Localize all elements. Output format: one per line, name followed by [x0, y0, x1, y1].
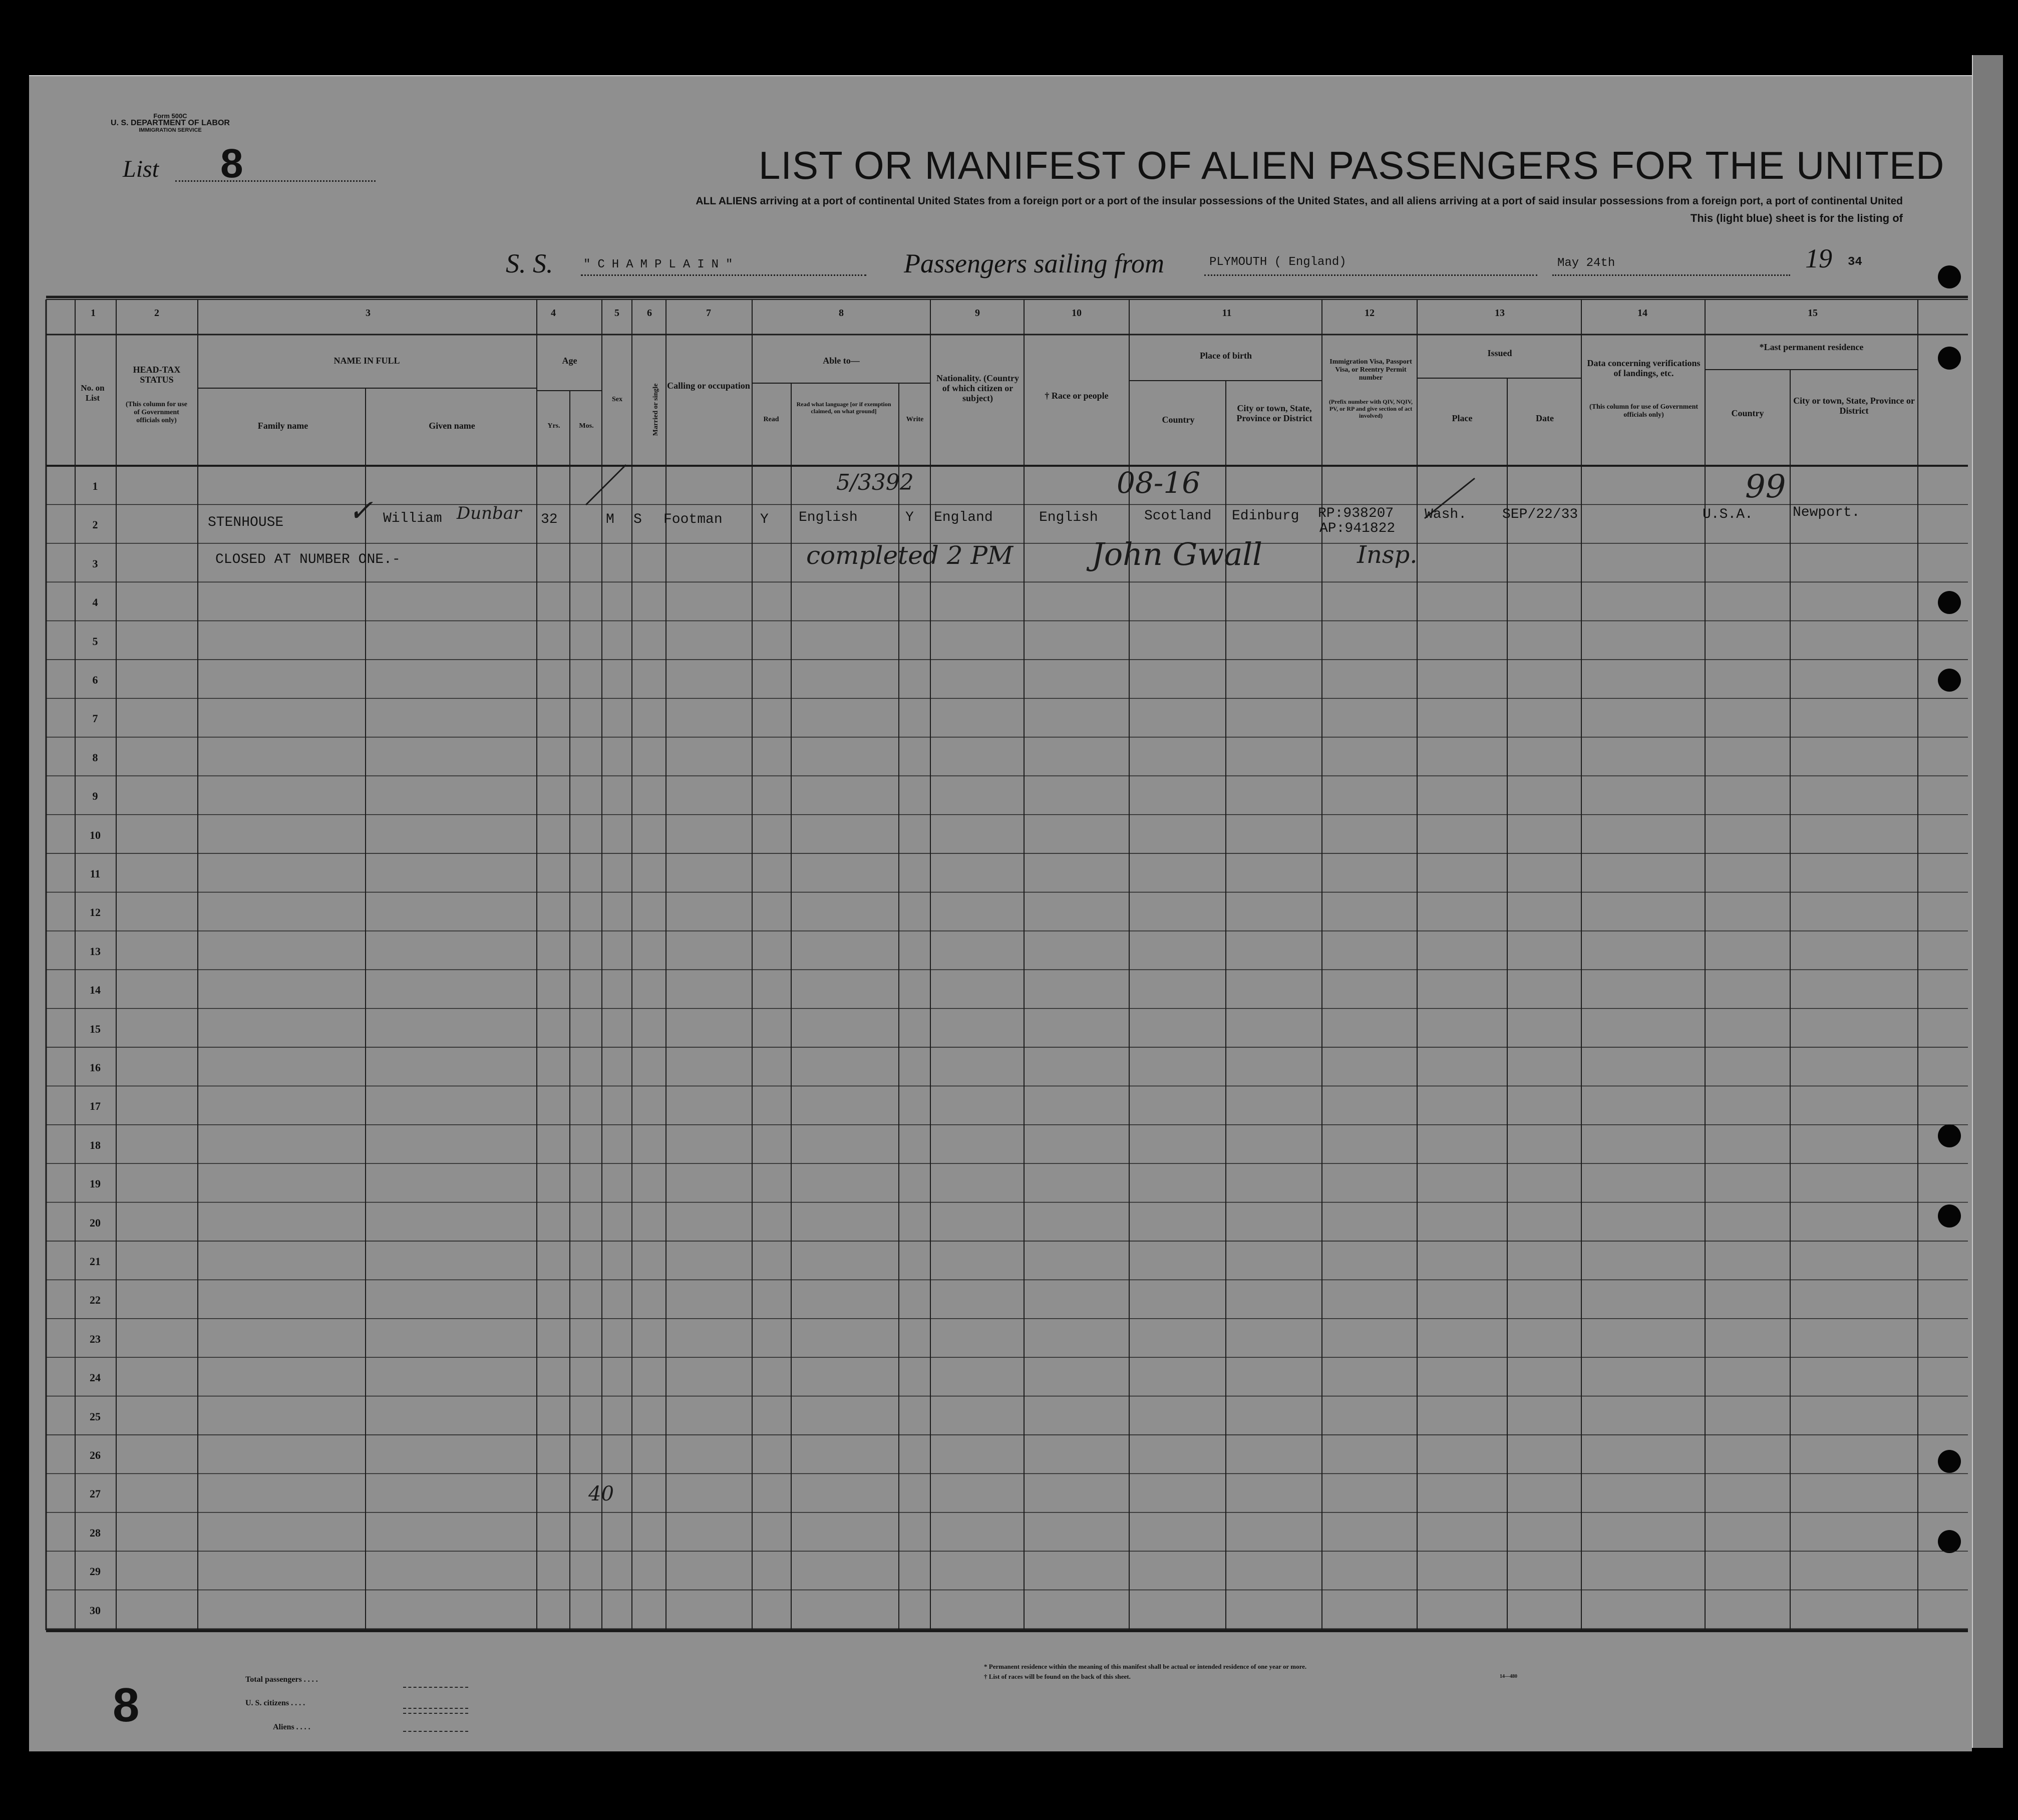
- row1-residence-hand: 99: [1745, 468, 1786, 505]
- column-number: 15: [1808, 308, 1818, 319]
- departure-port: PLYMOUTH ( England): [1209, 255, 1347, 269]
- department-name: U. S. DEPARTMENT OF LABOR: [111, 119, 230, 127]
- inspector-title: Insp.: [1357, 541, 1418, 569]
- row-number: 18: [90, 1138, 101, 1151]
- row-number: 3: [92, 557, 98, 570]
- column-number: 8: [839, 308, 844, 319]
- row1-write: Y: [905, 510, 914, 525]
- row-number: 7: [92, 712, 98, 725]
- hdr-head-tax-note: (This column for use of Government officials only): [125, 401, 188, 424]
- sailing-from-label: Passengers sailing from: [904, 248, 1165, 278]
- column-number: 4: [551, 308, 556, 319]
- footer-form-code: 14—480: [1500, 1674, 1517, 1679]
- footer-citizens-line-2: [403, 1713, 468, 1714]
- row-number: 17: [90, 1100, 101, 1113]
- row-number: 29: [90, 1565, 101, 1578]
- manifest-subtitle-line2: This (light blue) sheet is for the listing of: [1690, 212, 1903, 224]
- hdr-age-mos: Mos.: [579, 422, 594, 430]
- hdr-visa: Immigration Visa, Passport Visa, or Reentry Permit number: [1329, 358, 1412, 382]
- row1-sex: M: [606, 512, 614, 527]
- row1-sex-slash-mark: [581, 460, 631, 510]
- hdr-landings: Data concerning verifications of landings, etc.: [1587, 358, 1701, 378]
- hdr-sex: Sex: [612, 396, 622, 403]
- column-number: 5: [614, 308, 619, 319]
- footer-note-races: † List of races will be found on the back of this sheet.: [984, 1673, 1131, 1680]
- row-number: 1: [92, 480, 98, 492]
- row-number: 12: [90, 906, 101, 919]
- column-number: 11: [1222, 308, 1232, 319]
- row1-residence-country: U.S.A.: [1703, 507, 1753, 522]
- list-number: 8: [220, 141, 243, 186]
- row1-language: English: [799, 510, 858, 525]
- row1-read: Y: [760, 512, 769, 527]
- row-number: 26: [90, 1449, 101, 1461]
- hdr-write: Write: [906, 416, 924, 423]
- row-number: 8: [92, 751, 98, 764]
- hdr-issued-date: Date: [1536, 413, 1554, 423]
- row-number: 27: [90, 1487, 101, 1500]
- row1-visa-number-1: RP:938207: [1318, 506, 1394, 521]
- row1-family-name: STENHOUSE: [208, 515, 284, 530]
- hdr-family-name: Family name: [257, 421, 308, 431]
- ss-label: S. S.: [506, 248, 553, 278]
- row1-issued-place: Wash.: [1425, 507, 1467, 522]
- hdr-birth-country: Country: [1162, 415, 1195, 425]
- row-number: 23: [90, 1332, 101, 1345]
- hdr-read-what: Read what language [or if exemption claimed, on what ground]: [796, 401, 891, 415]
- hdr-name-in-full: NAME IN FULL: [333, 356, 400, 366]
- row28-handwritten-mark: 40: [588, 1482, 614, 1505]
- hdr-last-residence: *Last permanent residence: [1759, 342, 1864, 352]
- hdr-age: Age: [562, 356, 577, 366]
- hdr-res-city: City or town, State, Province or District: [1793, 396, 1915, 416]
- row1-birth-city: Edinburg: [1232, 508, 1299, 524]
- ship-name: "CHAMPLAIN": [583, 258, 740, 271]
- row1-given-hand: Dunbar: [457, 503, 522, 523]
- row-number: 13: [90, 945, 101, 958]
- footer-total-passengers: [245, 1675, 318, 1684]
- footer-list-number: 8: [113, 1678, 140, 1732]
- row-number: 5: [92, 635, 98, 648]
- row1-issued-date: SEP/22/33: [1502, 507, 1578, 522]
- hdr-place-of-birth: Place of birth: [1200, 351, 1252, 361]
- row1-race: English: [1039, 510, 1098, 525]
- row-number: 16: [90, 1061, 101, 1074]
- column-number: 9: [975, 308, 980, 319]
- row1-birth-hand: 08-16: [1117, 466, 1201, 500]
- row-number: 6: [92, 674, 98, 686]
- row1-nationality: England: [934, 510, 993, 525]
- row-number: 15: [90, 1022, 101, 1035]
- footer-us-citizens-label: U. S. citizens: [245, 1699, 289, 1707]
- footer-dot-leader: . . . .: [296, 1723, 310, 1731]
- footer-aliens-label: Aliens: [273, 1723, 294, 1731]
- hdr-race: † Race or people: [1045, 391, 1109, 401]
- inspector-signature: John Gwall: [1092, 536, 1262, 572]
- sailing-date: May 24th: [1557, 256, 1615, 270]
- row-number: 24: [90, 1371, 101, 1384]
- footer-note-residence: * Permanent residence within the meaning of this manifest shall be actual or intended residence of one year or more.: [984, 1663, 1307, 1670]
- hdr-issued-place: Place: [1452, 413, 1473, 423]
- row-number: 10: [90, 828, 101, 841]
- row-number: 9: [92, 790, 98, 803]
- hdr-birth-city: City or town, State, Province or District: [1236, 403, 1312, 423]
- column-number: 10: [1072, 308, 1082, 319]
- hdr-visa-note: (Prefix number with QIV, NQIV, PV, or RP and give section of act involved): [1328, 398, 1413, 419]
- column-number: 7: [706, 308, 711, 319]
- row1-birth-country: Scotland: [1144, 508, 1212, 524]
- hdr-read: Read: [763, 416, 779, 423]
- column-number: 13: [1495, 308, 1505, 319]
- hdr-no-on-list: No. on List: [81, 383, 105, 403]
- hdr-age-yrs: Yrs.: [547, 422, 560, 430]
- year-suffix: 34: [1848, 255, 1862, 269]
- row-number: 22: [90, 1294, 101, 1307]
- manifest-title: LIST OR MANIFEST OF ALIEN PASSENGERS FOR THE UNITED: [759, 143, 1945, 187]
- row-number: 4: [92, 596, 98, 609]
- hdr-landings-note: (This column for use of Government officials only): [1589, 403, 1699, 419]
- manifest-subtitle-line1: ALL ALIENS arriving at a port of continental United States from a foreign port or a port of the insular possessions of the United States, and all aliens arriving at a port of said insular possessions from a foreign port, a port of continental United: [696, 195, 1903, 207]
- footer-aliens: [273, 1723, 310, 1732]
- row-number: 28: [90, 1526, 101, 1539]
- row1-occupation: Footman: [663, 512, 723, 527]
- hdr-res-country: Country: [1731, 408, 1764, 418]
- row1-age: 32: [541, 512, 558, 527]
- form-number: Form 500C: [153, 112, 187, 120]
- footer-us-citizens: [245, 1699, 305, 1708]
- row-number: 20: [90, 1216, 101, 1229]
- column-number: 12: [1365, 308, 1375, 319]
- hdr-married: Married or single: [652, 383, 659, 436]
- hdr-head-tax: HEAD-TAX STATUS: [133, 365, 181, 385]
- completed-time-note: completed 2 PM: [806, 541, 1014, 570]
- year-prefix: 19: [1805, 243, 1832, 273]
- row-number: 2: [92, 518, 98, 531]
- hdr-given-name: Given name: [429, 421, 475, 431]
- footer-dot-leader: . . . .: [303, 1675, 318, 1684]
- column-number: 3: [366, 308, 371, 319]
- row-number: 25: [90, 1410, 101, 1423]
- list-label: List: [123, 156, 159, 182]
- column-number: 6: [647, 308, 652, 319]
- row-number: 11: [90, 867, 101, 880]
- footer-citizens-line: [403, 1708, 468, 1709]
- row1-check-mark: ✓: [348, 493, 374, 528]
- footer-total-line: [403, 1687, 468, 1688]
- hdr-able-to: Able to—: [823, 356, 860, 366]
- row1-given-name: William: [383, 511, 442, 526]
- service-name: IMMIGRATION SERVICE: [139, 127, 202, 133]
- hdr-issued: Issued: [1487, 348, 1512, 358]
- footer-aliens-line: [403, 1731, 468, 1732]
- hdr-nationality: Nationality. (Country of which citizen or subject): [936, 373, 1019, 403]
- row-number: 14: [90, 984, 101, 997]
- row1-visa-number-2: AP:941822: [1319, 521, 1396, 536]
- row-number: 30: [90, 1604, 101, 1617]
- row1-language-hand: 5/3392: [836, 470, 914, 495]
- closed-at-number-one: CLOSED AT NUMBER ONE.-: [215, 552, 401, 567]
- footer-dot-leader: . . . .: [291, 1699, 305, 1707]
- column-number: 2: [154, 308, 159, 319]
- column-number: 14: [1637, 308, 1647, 319]
- row-number: 21: [90, 1255, 101, 1268]
- row1-marital: S: [633, 512, 642, 527]
- row-number: 19: [90, 1177, 101, 1190]
- hdr-calling: Calling or occupation: [667, 381, 750, 391]
- column-number: 1: [91, 308, 96, 319]
- footer-total-passengers-label: Total passengers: [245, 1675, 302, 1684]
- row1-residence-city: Newport.: [1793, 505, 1860, 520]
- grid-lines: [46, 297, 1968, 1632]
